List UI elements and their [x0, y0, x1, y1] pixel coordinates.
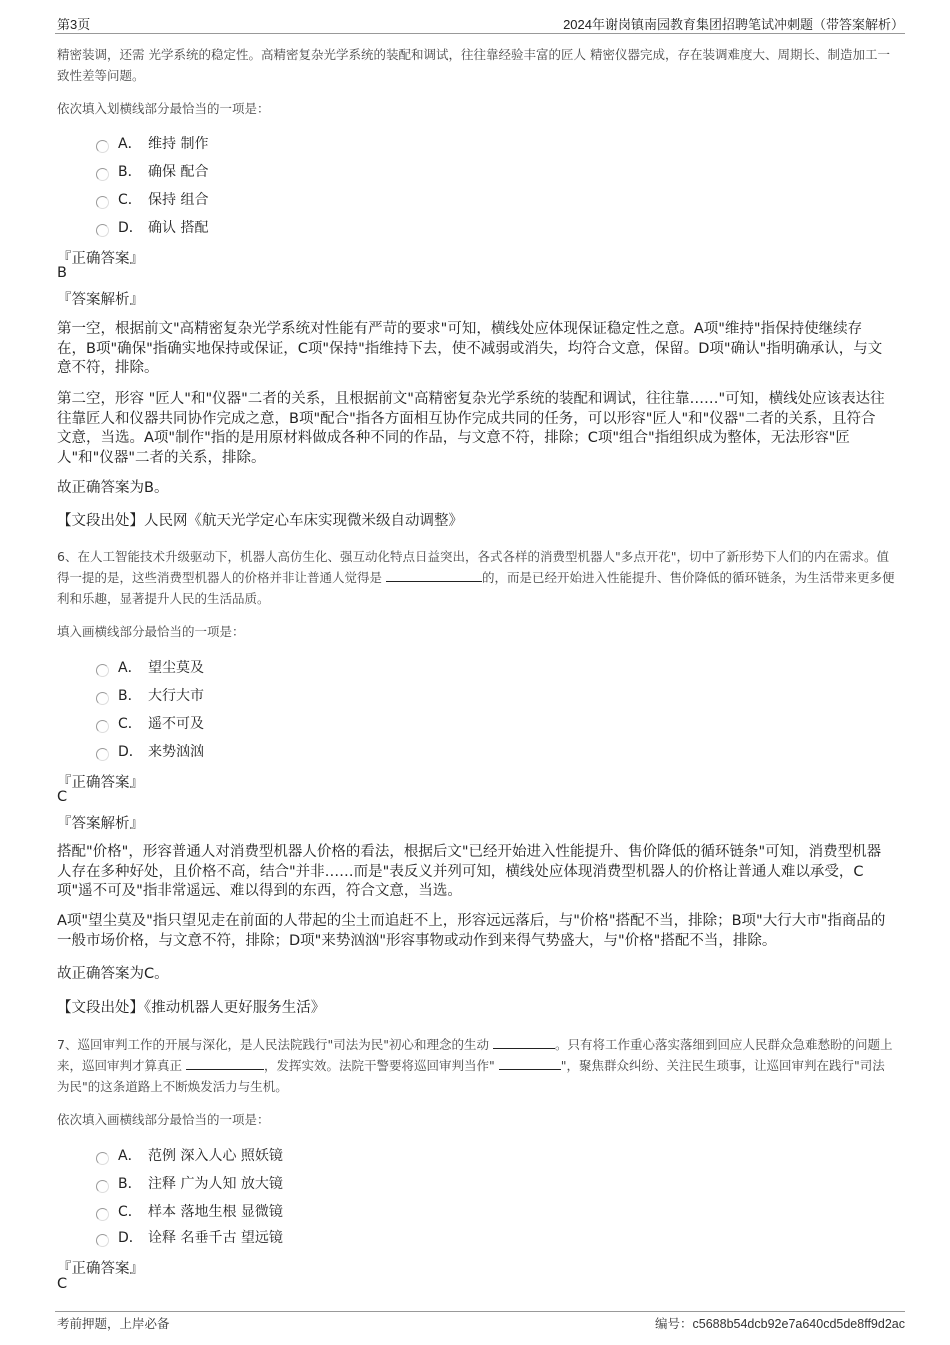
- q7-stem: [57, 1034, 897, 1097]
- option-letter: A．: [118, 660, 142, 676]
- fill-blank: [499, 1057, 561, 1070]
- q6-option-b[interactable]: [96, 685, 204, 705]
- q5-option-a[interactable]: [96, 133, 208, 153]
- q6-conclusion: 故正确答案为C。: [57, 966, 169, 982]
- radio-icon[interactable]: [96, 664, 109, 677]
- radio-icon[interactable]: [96, 692, 109, 705]
- q5-option-b[interactable]: [96, 161, 208, 181]
- radio-icon[interactable]: [96, 748, 109, 761]
- q6-stem-part: 的，而是已经开始进入性能提升、售价降低的循环链条，为生活带来更多便利和乐趣，显著提升人民的生活品质。: [57, 570, 895, 606]
- footer-slogan: 考前押题，上岸必备: [57, 1316, 170, 1331]
- radio-icon[interactable]: [96, 140, 109, 153]
- q5-option-c[interactable]: [96, 189, 208, 209]
- option-letter: D．: [118, 1230, 143, 1246]
- option-text: 来势汹汹: [148, 744, 204, 760]
- q6-answer: C: [57, 789, 68, 805]
- option-text: 确认 搭配: [148, 220, 209, 236]
- q5-answer: B: [57, 265, 67, 281]
- q5-analysis-label: 『答案解析』: [57, 292, 144, 308]
- page-number: 第3页: [57, 17, 91, 32]
- header-divider: [55, 33, 905, 34]
- option-text: 保持 组合: [148, 192, 209, 208]
- radio-icon[interactable]: [96, 1208, 109, 1221]
- option-letter: A．: [118, 136, 142, 152]
- option-text: 维持 制作: [148, 136, 209, 152]
- q7-stem-part: "，聚焦群众纠纷、关注民生琐事，让巡回审判在践行"司法为民"的这条道路上不断焕发活力与生机。: [57, 1058, 885, 1094]
- q6-analysis-2: A项"望尘莫及"指只望见走在前面的人带起的尘土而追赶不上，形容远远落后，与"价格"搭配不当，排除；B项"大行大市"指商品的一般市场价格，与文意不符，排除；D项"来势汹汹"形容事物或动作到来得气势盛大，与"价格"搭配不当，排除。: [57, 913, 886, 949]
- q5-option-d[interactable]: [96, 217, 208, 237]
- option-text: 诠释 名垂千古 望远镜: [148, 1230, 283, 1246]
- q7-stem-part: 7、巡回审判工作的开展与深化，是人民法院践行"司法为民"初心和理念的生动: [57, 1037, 493, 1052]
- q6-answer-label: 『正确答案』: [57, 775, 144, 791]
- q6-stem-part: 6、在人工智能技术升级驱动下，机器人高仿生化、强互动化特点日益突出，各式各样的消费型机器人"多点开花"，切中了新形势下人们的内在需求。值得一提的是，这些消费型机器人的价格并非让普通人觉得是: [57, 549, 889, 585]
- option-letter: B．: [118, 1176, 142, 1192]
- q6-stem: [57, 546, 897, 609]
- option-letter: B．: [118, 688, 142, 704]
- option-letter: C．: [118, 192, 142, 208]
- radio-icon[interactable]: [96, 1180, 109, 1193]
- option-letter: C．: [118, 716, 142, 732]
- footer-divider: [55, 1311, 905, 1312]
- q6-analysis-label: 『答案解析』: [57, 816, 144, 832]
- option-text: 大行大市: [148, 688, 204, 704]
- option-letter: D．: [118, 220, 143, 236]
- fill-blank: [186, 1057, 264, 1070]
- fill-blank: [386, 569, 482, 582]
- q5-analysis-1: 第一空，根据前文"高精密复杂光学系统对性能有严苛的要求"可知，横线处应体现保证稳定性之意。A项"维持"指保持使继续存在，B项"确保"指确实地保持或保证，C项"保持"指维持下去，使不减弱或消失，均符合文意，保留。D项"确认"指明确承认，与文意不符，排除。: [57, 321, 883, 376]
- option-letter: B．: [118, 164, 142, 180]
- option-letter: D．: [118, 744, 143, 760]
- q7-answer: C: [57, 1276, 68, 1292]
- radio-icon[interactable]: [96, 1152, 109, 1165]
- q6-analysis-1: 搭配"价格"，形容普通人对消费型机器人价格的看法，根据后文"已经开始进入性能提升、售价降低的循环链条"可知，消费型机器人存在多种好处，且价格不高，结合"并非……而是"表反义并列可知，横线处应体现消费型机器人的价格让普通人难以承受，C项"遥不可及"指非常遥远、难以得到的东西，符合文意，当选。: [57, 844, 882, 899]
- option-letter: A．: [118, 1148, 142, 1164]
- fill-blank: [493, 1036, 555, 1049]
- q6-prompt: 填入画横线部分最恰当的一项是：: [57, 624, 245, 639]
- q5-passage: 精密装调，还需 光学系统的稳定性。高精密复杂光学系统的装配和调试，往往靠经验丰富的匠人 精密仪器完成，存在装调难度大、周期长、制造加工一致性差等问题。: [57, 47, 890, 83]
- radio-icon[interactable]: [96, 168, 109, 181]
- document-id: 编号：c5688b54dcb92e7a640cd5de8ff9d2ac: [655, 1317, 905, 1331]
- radio-icon[interactable]: [96, 224, 109, 237]
- q5-prompt: 依次填入划横线部分最恰当的一项是：: [57, 101, 270, 116]
- option-text: 范例 深入人心 照妖镜: [148, 1148, 283, 1164]
- q7-stem-part: ，发挥实效。法院干警要将巡回审判当作": [263, 1058, 499, 1073]
- q6-option-d[interactable]: [96, 741, 204, 761]
- q6-source: 【文段出处】《推动机器人更好服务生活》: [57, 1000, 326, 1016]
- q5-answer-label: 『正确答案』: [57, 251, 144, 267]
- q5-analysis-2: 第二空，形容 "匠人"和"仪器"二者的关系，且根据前文"高精密复杂光学系统的装配和调试，往往靠……"可知，横线处应该表达往往靠匠人和仪器共同协作完成之意，B项"配合"指各方面相互协作完成共同的任务，可以形容"匠人"和"仪器"二者的关系，且符合文意，当选。A项"制作"指的是用原材料做成各种不同的作品，与文意不符，排除；C项"组合"指组织成为整体，无法形容"匠人"和"仪器"二者的关系，排除。: [57, 391, 885, 466]
- radio-icon[interactable]: [96, 1234, 109, 1247]
- option-text: 确保 配合: [148, 164, 209, 180]
- radio-icon[interactable]: [96, 196, 109, 209]
- option-letter: C．: [118, 1204, 142, 1220]
- q5-source: 【文段出处】人民网《航天光学定心车床实现微米级自动调整》: [57, 513, 463, 529]
- q7-prompt: 依次填入画横线部分最恰当的一项是：: [57, 1112, 270, 1127]
- q7-stem-part: 。只有将工作重心落实落细到回应人民群众急难愁盼的问题上来，巡回审判才算真正: [57, 1037, 893, 1073]
- q7-option-a[interactable]: [96, 1145, 283, 1165]
- option-text: 样本 落地生根 显微镜: [148, 1204, 283, 1220]
- document-title: 2024年谢岗镇南园教育集团招聘笔试冲刺题（带答案解析）: [563, 17, 904, 32]
- q7-option-c[interactable]: [96, 1201, 283, 1221]
- option-text: 遥不可及: [148, 716, 204, 732]
- q7-option-d[interactable]: [96, 1227, 283, 1247]
- q7-answer-label: 『正确答案』: [57, 1261, 144, 1277]
- option-text: 注释 广为人知 放大镜: [148, 1176, 283, 1192]
- q6-option-c[interactable]: [96, 713, 204, 733]
- q5-conclusion: 故正确答案为B。: [57, 480, 169, 496]
- option-text: 望尘莫及: [148, 660, 204, 676]
- q7-option-b[interactable]: [96, 1173, 283, 1193]
- radio-icon[interactable]: [96, 720, 109, 733]
- q6-option-a[interactable]: [96, 657, 204, 677]
